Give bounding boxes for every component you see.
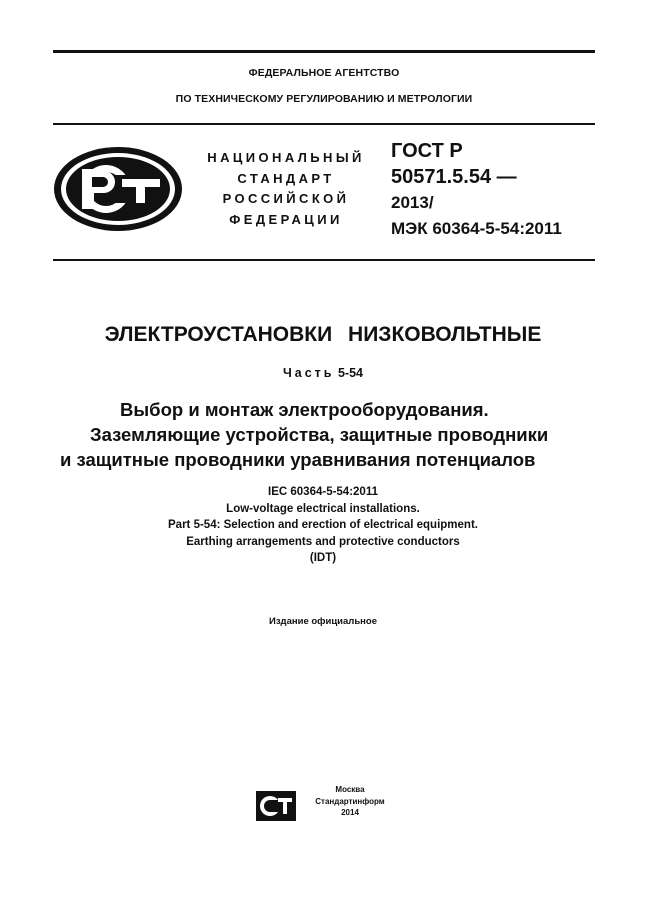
document-subtitle: [30, 397, 630, 472]
part-label: [0, 366, 646, 380]
agency-line-2: ПО ТЕХНИЧЕСКОМУ РЕГУЛИРОВАНИЮ И МЕТРОЛОГИИ: [175, 93, 473, 105]
iec-line-1: IEC 60364-5-54:2011: [268, 486, 378, 498]
part-word: Часть: [282, 366, 335, 380]
national-line-4: ФЕДЕРАЦИИ: [229, 211, 343, 227]
national-line-3: РОССИЙСКОЙ: [222, 191, 350, 206]
designation-line-2: 50571.5.54 —: [391, 166, 517, 188]
iec-line-2: Low-voltage electrical installations.: [226, 502, 420, 515]
document-title: ЭЛЕКТРОУСТАНОВКИ НИЗКОВОЛЬТНЫЕ: [104, 323, 542, 346]
iec-line-4: Earthing arrangements and protective conductors: [186, 535, 460, 548]
subtitle-line-2: Заземляющие устройства, защитные проводники: [90, 424, 549, 445]
part-number: 5-54: [337, 366, 363, 380]
publisher-name: Стандартинформ: [315, 796, 385, 806]
national-line-1: НАЦИОНАЛЬНЫЙ: [207, 150, 365, 165]
iec-line-5: (IDT): [309, 552, 337, 564]
agency-line-1: ФЕДЕРАЛЬНОЕ АГЕНТСТВО: [248, 67, 400, 79]
top-rule: [53, 50, 595, 53]
standartinform-logo-icon: [256, 791, 296, 821]
publisher-imprint: [300, 784, 400, 819]
title-divider: [53, 259, 595, 261]
header-divider: [53, 123, 595, 125]
national-standard-label: [200, 148, 372, 230]
publisher-year: 2014: [341, 808, 359, 817]
subtitle-line-3: и защитные проводники уравнивания потенциалов: [60, 449, 536, 470]
designation-line-3: 2013/: [391, 193, 434, 212]
edition-note: Издание официальное: [269, 616, 377, 627]
rst-certification-mark-icon: [52, 145, 184, 233]
publisher-city: Москва: [335, 785, 365, 794]
designation-line-1: ГОСТ Р: [391, 140, 463, 162]
standard-designation: [391, 138, 562, 242]
designation-line-4: МЭК 60364-5-54:2011: [391, 219, 562, 238]
national-line-2: СТАНДАРТ: [237, 170, 335, 186]
iec-reference: [0, 484, 646, 567]
subtitle-line-1: Выбор и монтаж электрооборудования.: [120, 399, 489, 420]
iec-line-3: Part 5-54: Selection and erection of electrical equipment.: [168, 519, 478, 531]
